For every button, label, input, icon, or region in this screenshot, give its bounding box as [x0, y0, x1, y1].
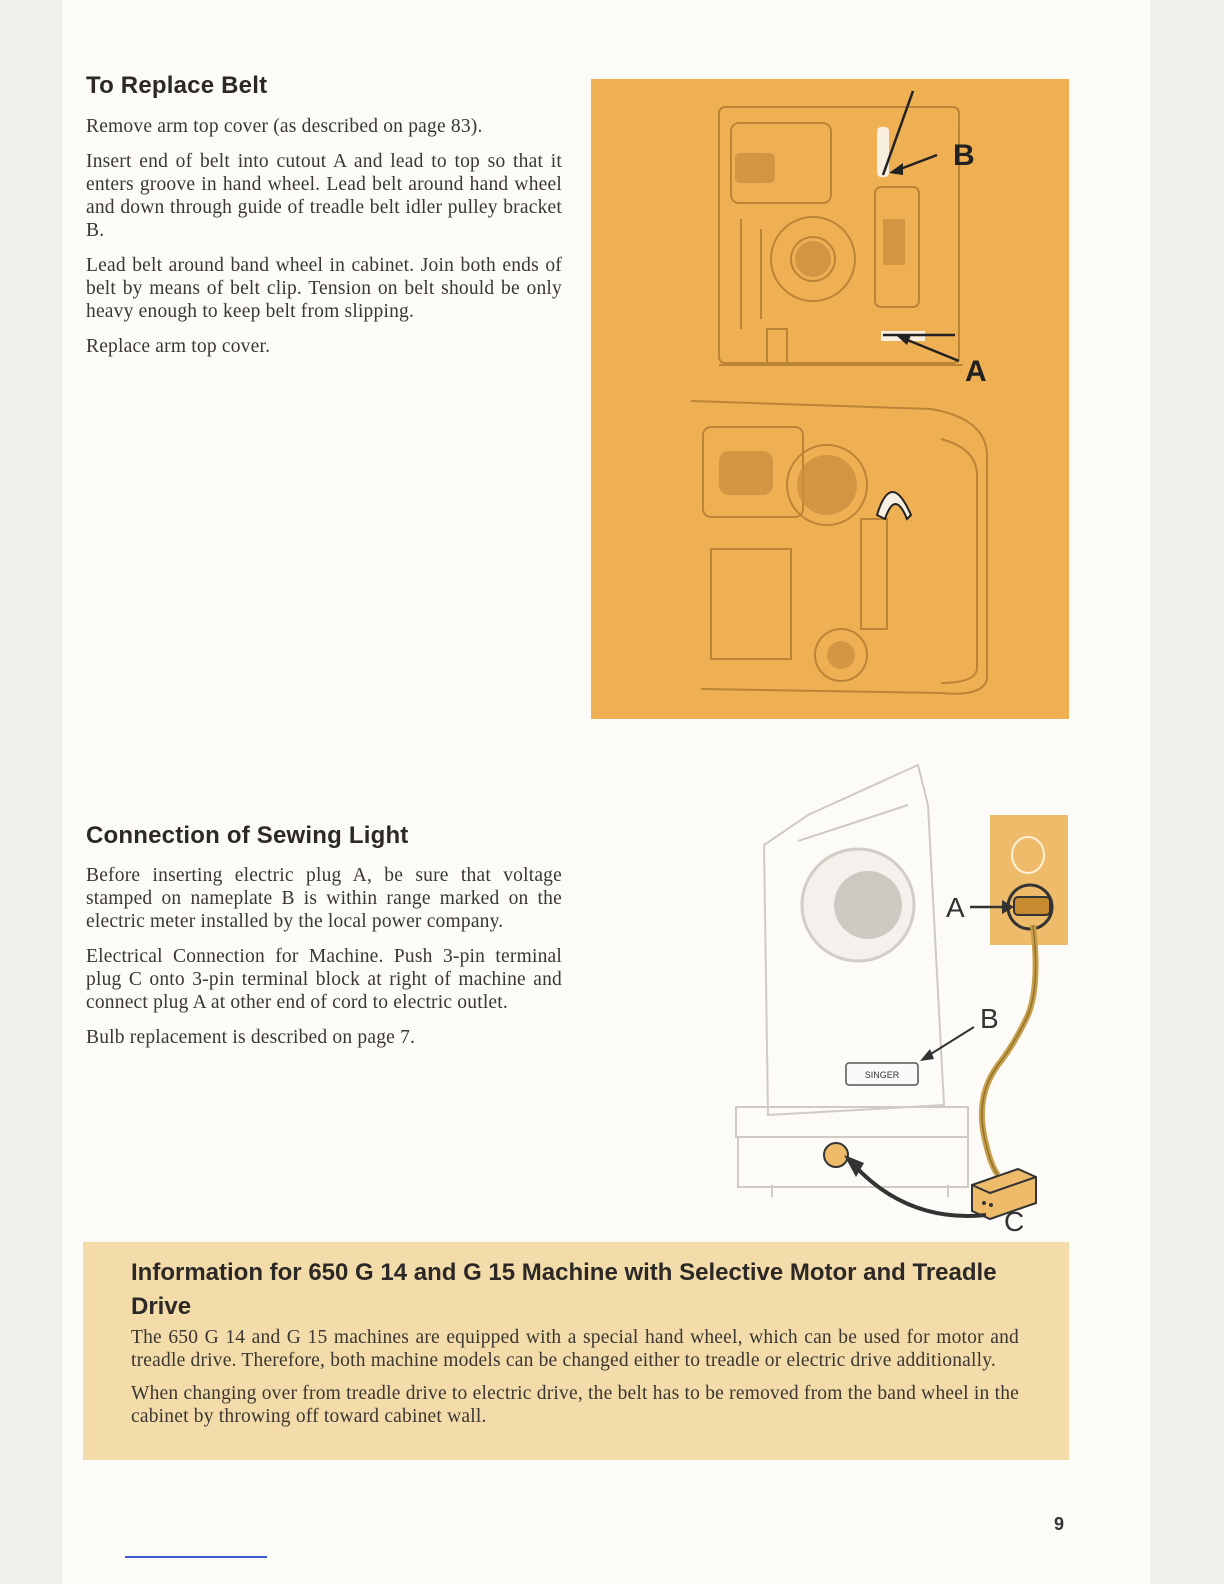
label-a: A	[965, 355, 987, 388]
connection-drawing	[728, 745, 1073, 1240]
belt-section-heading: To Replace Belt	[86, 72, 268, 99]
electric-outlet-plate	[990, 815, 1068, 945]
arrowhead-b	[920, 1049, 934, 1061]
hand-wheel-center	[834, 871, 902, 939]
plug-a-body	[1014, 897, 1050, 915]
light-section-heading: Connection of Sewing Light	[86, 822, 409, 849]
belt-paragraph: Insert end of belt into cutout A and lead to top so that it enters groove in hand wheel. Lead belt around hand wheel and down through guide of treadle belt idler pulley bracket B.	[86, 151, 562, 241]
info-paragraph: When changing over from treadle drive to electric drive, the belt has to be removed from the band wheel in the cabinet by throwing off toward cabinet wall.	[131, 1383, 1019, 1427]
label-b: B	[980, 1003, 999, 1034]
machine-outline	[736, 765, 968, 1197]
terminal-block	[824, 1143, 848, 1167]
info-paragraph: The 650 G 14 and G 15 machines are equipped with a special hand wheel, which can be used for motor and treadle drive. Therefore, both machine models can be changed either to treadle or electric drive additionally.	[131, 1327, 1019, 1371]
label-c: C	[1004, 1206, 1025, 1237]
power-cord-edge	[982, 925, 1036, 1175]
belt-photo-drawing	[591, 79, 1069, 719]
sewing-light-connection-illustration	[728, 745, 1073, 1240]
info-box-heading: Information for 650 G 14 and G 15 Machine with Selective Motor and Treadle Drive	[131, 1259, 997, 1320]
label-b: B	[953, 139, 975, 172]
light-section-body	[86, 864, 562, 1061]
footer-rule	[125, 1556, 267, 1558]
arrow-c	[854, 1165, 986, 1216]
pin-dot	[982, 1201, 986, 1205]
info-box-body	[131, 1326, 1019, 1438]
belt-strip-upper	[877, 127, 889, 177]
belt-paragraph: Remove arm top cover (as described on page 83).	[86, 116, 483, 137]
light-paragraph: Bulb replacement is described on page 7.	[86, 1027, 416, 1048]
pin-dot	[989, 1203, 993, 1207]
page-number: 9	[1054, 1514, 1065, 1534]
belt-paragraph: Replace arm top cover.	[86, 336, 271, 357]
arrow-b	[926, 1027, 974, 1057]
info-box	[83, 1242, 1069, 1460]
belt-replacement-photo	[591, 79, 1069, 719]
light-paragraph: Before inserting electric plug A, be sure that voltage stamped on nameplate B is within range marked on the electric meter installed by the local power company.	[86, 865, 562, 932]
belt-section-body	[86, 115, 562, 370]
nameplate-text: SINGER	[864, 1070, 900, 1080]
label-a: A	[946, 892, 965, 923]
light-paragraph: Electrical Connection for Machine. Push 3-pin terminal plug C onto 3-pin terminal block at right of machine and connect plug A at other end of cord to electric outlet.	[86, 946, 562, 1013]
belt-paragraph: Lead belt around band wheel in cabinet. Join both ends of belt by means of belt clip. Tension on belt should be only heavy enough to keep belt from slipping.	[86, 255, 562, 322]
